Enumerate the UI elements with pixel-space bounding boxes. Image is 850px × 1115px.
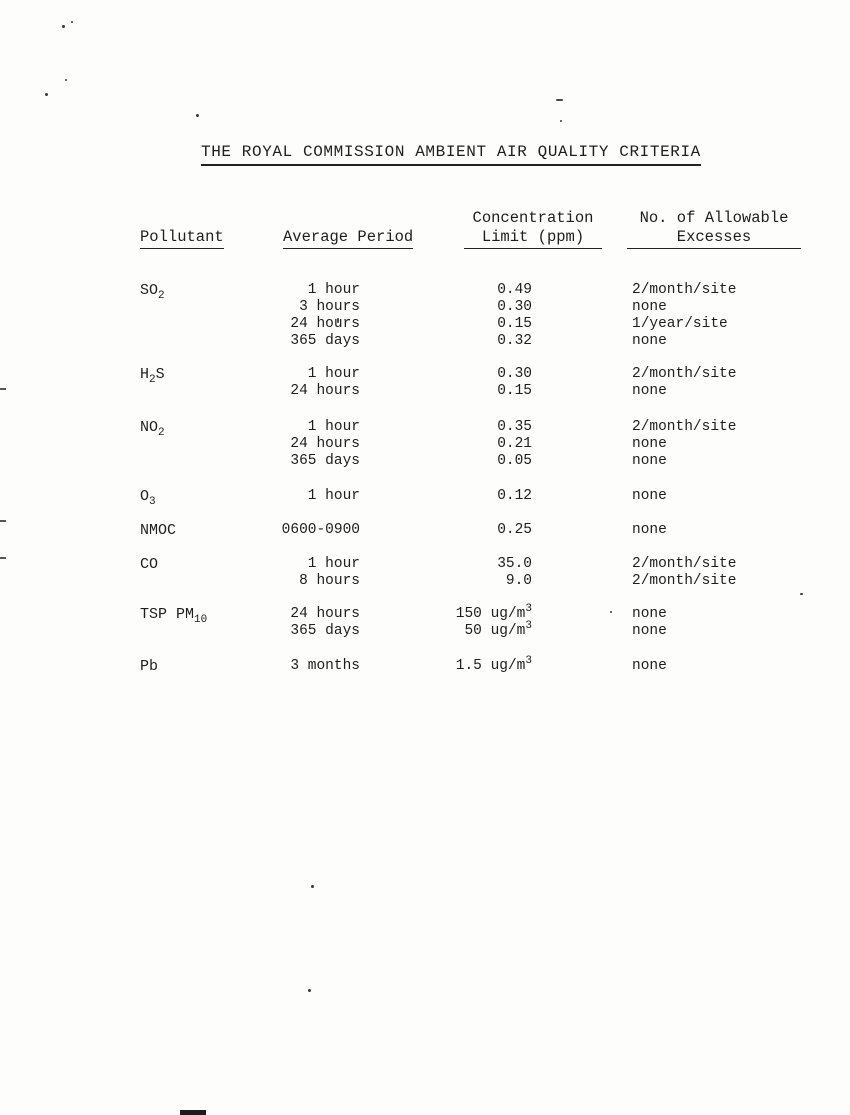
scan-speckle <box>65 79 67 81</box>
table-row <box>140 488 667 505</box>
excesses-cell: none <box>632 383 667 399</box>
pollutant-label <box>140 419 165 439</box>
column-header-average-period: Average Period <box>283 228 413 249</box>
limit-cell: 0.12 <box>497 488 532 504</box>
header-excesses-line2: Excesses <box>676 228 752 246</box>
pollutant-subscript: 2 <box>158 427 165 439</box>
pollutant-label <box>140 488 156 508</box>
pollutant-group-h2s <box>140 366 736 400</box>
header-concentration-line2: Limit (ppm) <box>481 228 585 246</box>
pollutant-group-co <box>140 556 736 590</box>
pollutant-label <box>140 658 158 675</box>
pollutant-subscript: 2 <box>158 290 165 302</box>
pollutant-group-nmoc <box>140 522 667 539</box>
scan-speckle <box>0 557 6 559</box>
period-cell: 365 days <box>290 453 360 469</box>
pollutant-group-tsp-pm10 <box>140 603 667 640</box>
excesses-cell: none <box>632 436 667 452</box>
limit-cell: 1.5 $ug/m^3$ <box>455 655 532 674</box>
page-title: THE ROYAL COMMISSION AMBIENT AIR QUALITY CRITERIA <box>201 143 701 166</box>
excesses-cell: none <box>632 623 667 639</box>
pollutant-label <box>140 606 208 626</box>
pollutant-label <box>140 282 165 302</box>
limit-cell: 150 $ug/m^3$ <box>455 603 532 622</box>
pollutant-symbol: CO <box>140 556 159 573</box>
pollutant-group-pb <box>140 655 667 675</box>
limit-cell: 50 $ug/m^3$ <box>464 620 532 639</box>
excesses-cell: none <box>632 488 667 504</box>
pollutant-symbol: O <box>140 488 150 505</box>
limit-cell: 0.05 <box>497 453 532 469</box>
scan-speckle <box>180 1110 206 1115</box>
scan-speckle <box>62 25 65 28</box>
scan-speckle <box>308 989 311 992</box>
limit-cell: 0.49 <box>497 282 532 298</box>
excesses-cell: 2/month/site <box>632 366 737 382</box>
table-row <box>140 453 736 470</box>
limit-cell: 0.15 <box>497 383 532 399</box>
pollutant-symbol: TSP PM <box>140 606 195 623</box>
scan-speckle <box>560 120 562 122</box>
period-cell: 24 hours <box>290 383 360 399</box>
period-cell: 3 hours <box>299 299 360 315</box>
period-cell: 0600-0900 <box>281 522 360 538</box>
limit-superscript: 3 <box>525 603 532 616</box>
excesses-cell: none <box>632 333 667 349</box>
pollutant-subscript: 10 <box>194 614 208 626</box>
limit-superscript: 3 <box>525 620 532 633</box>
scan-speckle <box>800 593 803 595</box>
pollutant-group-no2 <box>140 419 736 470</box>
table-row <box>140 603 667 623</box>
excesses-cell: none <box>632 606 667 622</box>
table-row <box>140 419 736 436</box>
limit-cell: 0.30 <box>497 366 532 382</box>
header-excesses-line1: No. of Allowable <box>639 209 789 227</box>
pollutant-group-o3 <box>140 488 667 508</box>
table-row <box>140 573 736 590</box>
scan-speckle <box>45 93 48 96</box>
table-row <box>140 522 667 539</box>
limit-cell: 0.25 <box>497 522 532 538</box>
period-cell: 1 hour <box>307 488 360 504</box>
period-cell: 24 hours <box>290 316 360 332</box>
limit-cell: 0.21 <box>497 436 532 452</box>
pollutant-symbol: H <box>140 366 150 383</box>
scan-speckle <box>0 388 6 390</box>
pollutant-label <box>140 366 165 386</box>
pollutant-group-so2 <box>140 282 736 350</box>
limit-cell: 35.0 <box>497 556 532 572</box>
period-cell: 1 hour <box>307 556 360 572</box>
period-cell: 365 days <box>290 333 360 349</box>
excesses-cell: 2/month/site <box>632 419 737 435</box>
excesses-cell: 2/month/site <box>632 282 737 298</box>
excesses-cell: none <box>632 453 667 469</box>
column-header-allowable-excesses <box>627 209 801 249</box>
period-cell: 1 hour <box>307 282 360 298</box>
table-row <box>140 383 736 400</box>
excesses-cell: 1/year/site <box>632 316 728 332</box>
scan-speckle <box>311 885 314 888</box>
period-cell: 365 days <box>290 623 360 639</box>
period-cell: 1 hour <box>307 419 360 435</box>
limit-cell: 9.0 <box>505 573 532 589</box>
excesses-cell: none <box>632 299 667 315</box>
scan-speckle <box>556 99 563 101</box>
scan-speckle <box>71 21 73 23</box>
pollutant-symbol: NMOC <box>140 522 177 539</box>
table-row <box>140 316 736 333</box>
excesses-cell: 2/month/site <box>632 573 737 589</box>
period-cell: 24 hours <box>290 606 360 622</box>
table-row <box>140 333 736 350</box>
pollutant-label <box>140 556 158 573</box>
excesses-cell: none <box>632 522 667 538</box>
table-row <box>140 282 736 299</box>
period-cell: 3 months <box>290 658 360 674</box>
table-row <box>140 556 736 573</box>
table-row <box>140 299 736 316</box>
table-row <box>140 655 667 675</box>
table-row <box>140 366 736 383</box>
limit-cell: 0.15 <box>497 316 532 332</box>
pollutant-symbol: SO <box>140 282 159 299</box>
pollutant-subscript: 3 <box>149 496 156 508</box>
limit-cell: 0.35 <box>497 419 532 435</box>
limit-cell: 0.32 <box>497 333 532 349</box>
column-header-pollutant: Pollutant <box>140 228 224 249</box>
column-header-concentration-limit <box>464 209 602 249</box>
period-cell: 24 hours <box>290 436 360 452</box>
period-cell: 8 hours <box>299 573 360 589</box>
scan-speckle <box>196 114 199 117</box>
excesses-cell: 2/month/site <box>632 556 737 572</box>
period-cell: 1 hour <box>307 366 360 382</box>
excesses-cell: none <box>632 658 667 674</box>
pollutant-symbol: Pb <box>140 658 159 675</box>
header-concentration-line1: Concentration <box>472 209 594 227</box>
pollutant-subscript: 2 <box>149 374 156 386</box>
table-row <box>140 436 736 453</box>
pollutant-label <box>140 522 176 539</box>
limit-cell: 0.30 <box>497 299 532 315</box>
pollutant-symbol-post: S <box>155 366 165 383</box>
scan-speckle <box>0 520 6 522</box>
limit-superscript: 3 <box>525 655 532 668</box>
pollutant-symbol: NO <box>140 419 159 436</box>
